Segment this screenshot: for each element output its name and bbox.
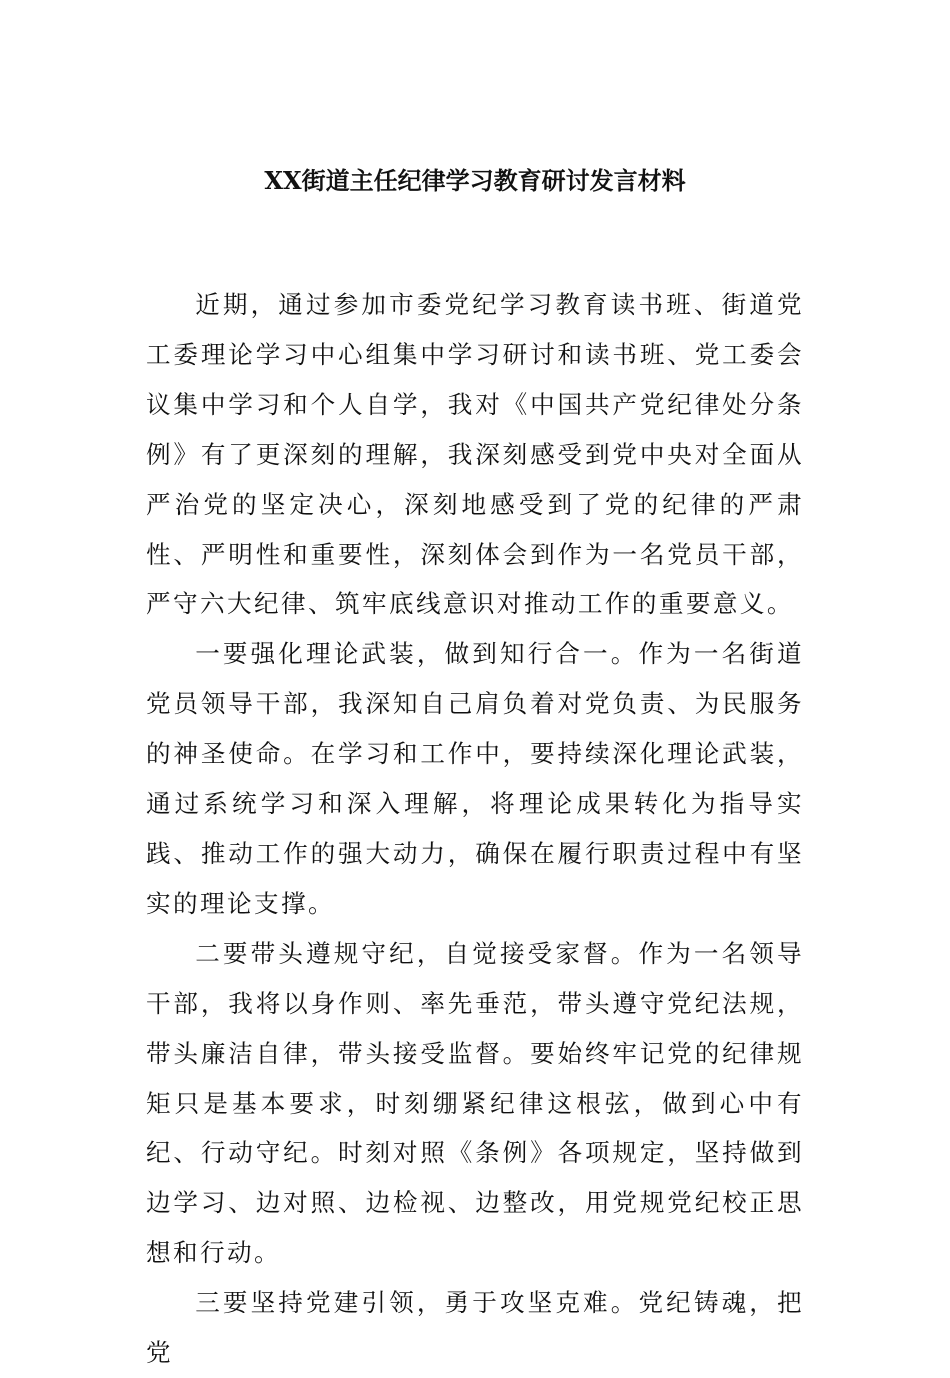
- paragraph-point-two: 二要带头遵规守纪，自觉接受家督。作为一名领导干部，我将以身作则、率先垂范，带头遵守党纪法规，带头廉洁自律，带头接受监督。要始终牢记党的纪律规矩只是基本要求，时刻绷紧纪律这根弦，做到心中有纪、行动守纪。时刻对照《条例》各项规定，坚持做到边学习、边对照、边检视、边整改，用党规党纪校正思想和行动。: [146, 938, 804, 1268]
- paragraph-point-three: 三要坚持党建引领，勇于攻坚克难。党纪铸魂，把党: [146, 1288, 804, 1368]
- document-title: XX街道主任纪律学习教育研讨发言材料: [264, 166, 686, 195]
- paragraph-intro: 近期，通过参加市委党纪学习教育读书班、街道党工委理论学习中心组集中学习研讨和读书班、党工委会议集中学习和个人自学，我对《中国共产党纪律处分条例》有了更深刻的理解，我深刻感受到党中央对全面从严治党的坚定决心，深刻地感受到了党的纪律的严肃性、严明性和重要性，深刻体会到作为一名党员干部，严守六大纪律、筑牢底线意识对推动工作的重要意义。: [146, 290, 804, 619]
- paragraph-point-one: 一要强化理论武装，做到知行合一。作为一名街道党员领导干部，我深知自己肩负着对党负责、为民服务的神圣使命。在学习和工作中，要持续深化理论武装，通过系统学习和深入理解，将理论成果转化为指导实践、推动工作的强大动力，确保在履行职责过程中有坚实的理论支撑。: [146, 639, 804, 918]
- document-body: [146, 280, 804, 1378]
